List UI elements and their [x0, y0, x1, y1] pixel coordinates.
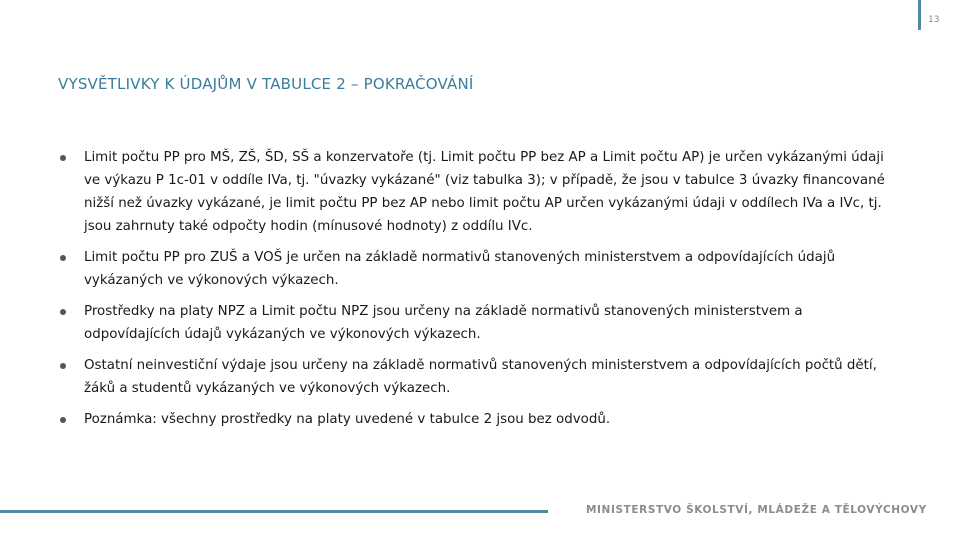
slide-title: VYSVĚTLIVKY K ÚDAJŮM V TABULCE 2 – POKRAČOVÁNÍ	[58, 75, 474, 93]
bullet-text: Poznámka: všechny prostředky na platy uvedené v tabulce 2 jsou bez odvodů.	[84, 412, 611, 427]
bullet-text: Prostředky na platy NPZ a Limit počtu NPZ jsou určeny na základě normativů stanovených ministerstvem a odpovídajících údajů vykázaných ve výkonových výkazech.	[84, 304, 803, 342]
footer-ministry-logo: MINISTERSTVO ŠKOLSTVÍ, MLÁDEŽE A TĚLOVÝCHOVY	[586, 504, 927, 516]
bullet-text: Limit počtu PP pro MŠ, ZŠ, ŠD, SŠ a konzervatoře (tj. Limit počtu PP bez AP a Limit počtu AP) je určen vykázanými údaji ve výkazu P 1c-01 v oddíle IVa, tj. "úvazky vykázané" (viz tabulka 3); v případě, že jsou v tabulce 3 úvazky financované nižší než úvazky vykázané, je limit počtu PP bez AP nebo limit počtu AP určen vykázanými údaji v oddílech IVa a IVc, tj. jsou zahrnuty také odpočty hodin (mínusové hodnoty) z oddílu IVc.	[84, 150, 885, 234]
bullet-list	[60, 146, 895, 439]
bullet-dot-icon	[60, 363, 66, 369]
bullet-item	[60, 246, 895, 292]
bullet-item	[60, 300, 895, 346]
bullet-text: Limit počtu PP pro ZUŠ a VOŠ je určen na základě normativů stanovených ministerstvem a odpovídajících údajů vykázaných ve výkonových výkazech.	[84, 250, 836, 288]
page-number: 13	[928, 15, 940, 25]
top-accent-bar	[918, 0, 921, 30]
bullet-text: Ostatní neinvestiční výdaje jsou určeny na základě normativů stanovených ministerstvem a odpovídajících počtů dětí, žáků a studentů vykázaných ve výkonových výkazech.	[84, 358, 877, 396]
bullet-item	[60, 354, 895, 400]
bullet-dot-icon	[60, 417, 66, 423]
bullet-dot-icon	[60, 255, 66, 261]
bullet-item	[60, 146, 895, 238]
footer-divider	[0, 510, 548, 513]
bullet-item	[60, 408, 895, 431]
bullet-dot-icon	[60, 155, 66, 161]
bullet-dot-icon	[60, 309, 66, 315]
